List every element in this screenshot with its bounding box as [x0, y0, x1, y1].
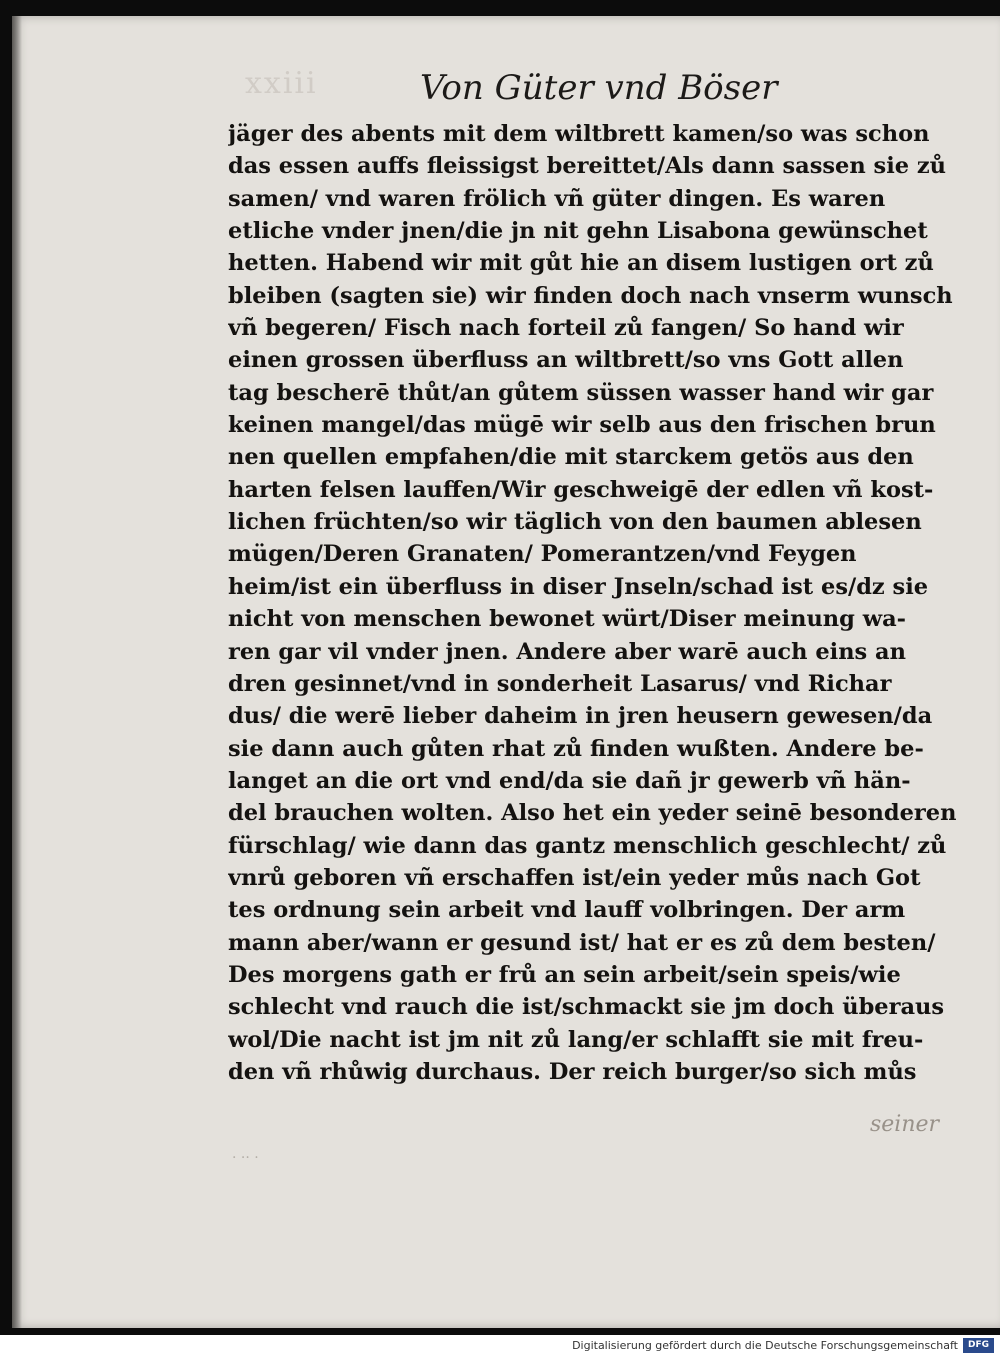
- text-line: mann aber/wann er gesund ist/ hat er es zů dem besten/: [228, 929, 936, 956]
- text-line: vñ begeren/ Fisch nach forteil zů fangen/ So hand wir: [228, 315, 904, 342]
- text-line: vnrů geboren vñ erschaffen ist/ein yeder můs nach Got: [228, 864, 921, 891]
- page-gutter-shadow: [12, 16, 22, 1328]
- text-line: dren gesinnet/vnd in sonderheit Lasarus/ vnd Richar: [228, 670, 892, 697]
- text-line: fürschlag/ wie dann das gantz menschlich geschlecht/ zů: [228, 832, 947, 859]
- text-line: langet an die ort vnd end/da sie dañ jr gewerb vñ hän-: [228, 767, 911, 794]
- text-line: einen grossen überfluss an wiltbrett/so vns Gott allen: [228, 347, 904, 374]
- text-line: jäger des abents mit dem wiltbrett kamen/so was schon: [228, 121, 930, 147]
- funding-credit: Digitalisierung gefördert durch die Deutsche Forschungsgemeinschaft: [572, 1339, 958, 1352]
- running-head-text: Von Güter vnd Böser: [420, 68, 778, 108]
- show-through-folio: xxiii: [245, 66, 318, 101]
- ink-smudge: · ·· ·: [232, 1150, 259, 1166]
- text-line: ren gar vil vnder jnen. Andere aber warē auch eins an: [228, 638, 906, 665]
- text-line: lichen früchten/so wir täglich von den baumen ablesen: [228, 509, 922, 536]
- text-line: samen/ vnd waren frölich vñ güter dingen. Es waren: [228, 185, 886, 212]
- text-line: heim/ist ein überfluss in diser Jnseln/schad ist es/dz sie: [228, 573, 929, 600]
- running-head: [420, 68, 777, 108]
- text-line: keinen mangel/das mügē wir selb aus den frischen brun: [228, 412, 936, 439]
- text-line: sie dann auch gůten rhat zů finden wußten. Andere be-: [228, 735, 924, 762]
- text-line: nicht von menschen bewonet würt/Diser meinung wa-: [228, 606, 907, 633]
- text-line: tag bescherē thůt/an gůtem süssen wasser hand wir gar: [228, 379, 934, 406]
- text-line: bleiben (sagten sie) wir finden doch nach vnserm wunsch: [228, 282, 953, 309]
- dfg-logo: DFG: [963, 1338, 994, 1353]
- text-line: das essen auffs fleissigst bereittet/Als dann sassen sie zů: [228, 153, 947, 180]
- text-line: Des morgens gath er frů an sein arbeit/sein speis/wie: [228, 961, 901, 988]
- text-line: del brauchen wolten. Also het ein yeder seinē besonderen: [228, 800, 957, 827]
- text-line: wol/Die nacht ist jm nit zů lang/er schlafft sie mit freu-: [228, 1026, 924, 1053]
- body-text: [228, 118, 958, 1088]
- text-line: tes ordnung sein arbeit vnd lauff volbringen. Der arm: [228, 897, 906, 924]
- catchword: seiner: [870, 1112, 940, 1137]
- text-line: hetten. Habend wir mit gůt hie an disem lustigen ort zů: [228, 250, 934, 277]
- text-line: dus/ die werē lieber daheim in jren heusern gewesen/da: [228, 703, 933, 730]
- text-line: nen quellen empfahen/die mit starckem getös aus den: [228, 444, 914, 471]
- footer-bar: [0, 1335, 1000, 1358]
- text-line: etliche vnder jnen/die jn nit gehn Lisabona gewünschet: [228, 218, 928, 245]
- text-line: harten felsen lauffen/Wir geschweigē der edlen vñ kost-: [228, 476, 934, 503]
- text-line: schlecht vnd rauch die ist/schmackt sie jm doch überaus: [228, 994, 945, 1021]
- text-line: mügen/Deren Granaten/ Pomerantzen/vnd Feygen: [228, 541, 857, 568]
- text-line: den vñ rhůwig durchaus. Der reich burger/so sich můs: [228, 1058, 917, 1085]
